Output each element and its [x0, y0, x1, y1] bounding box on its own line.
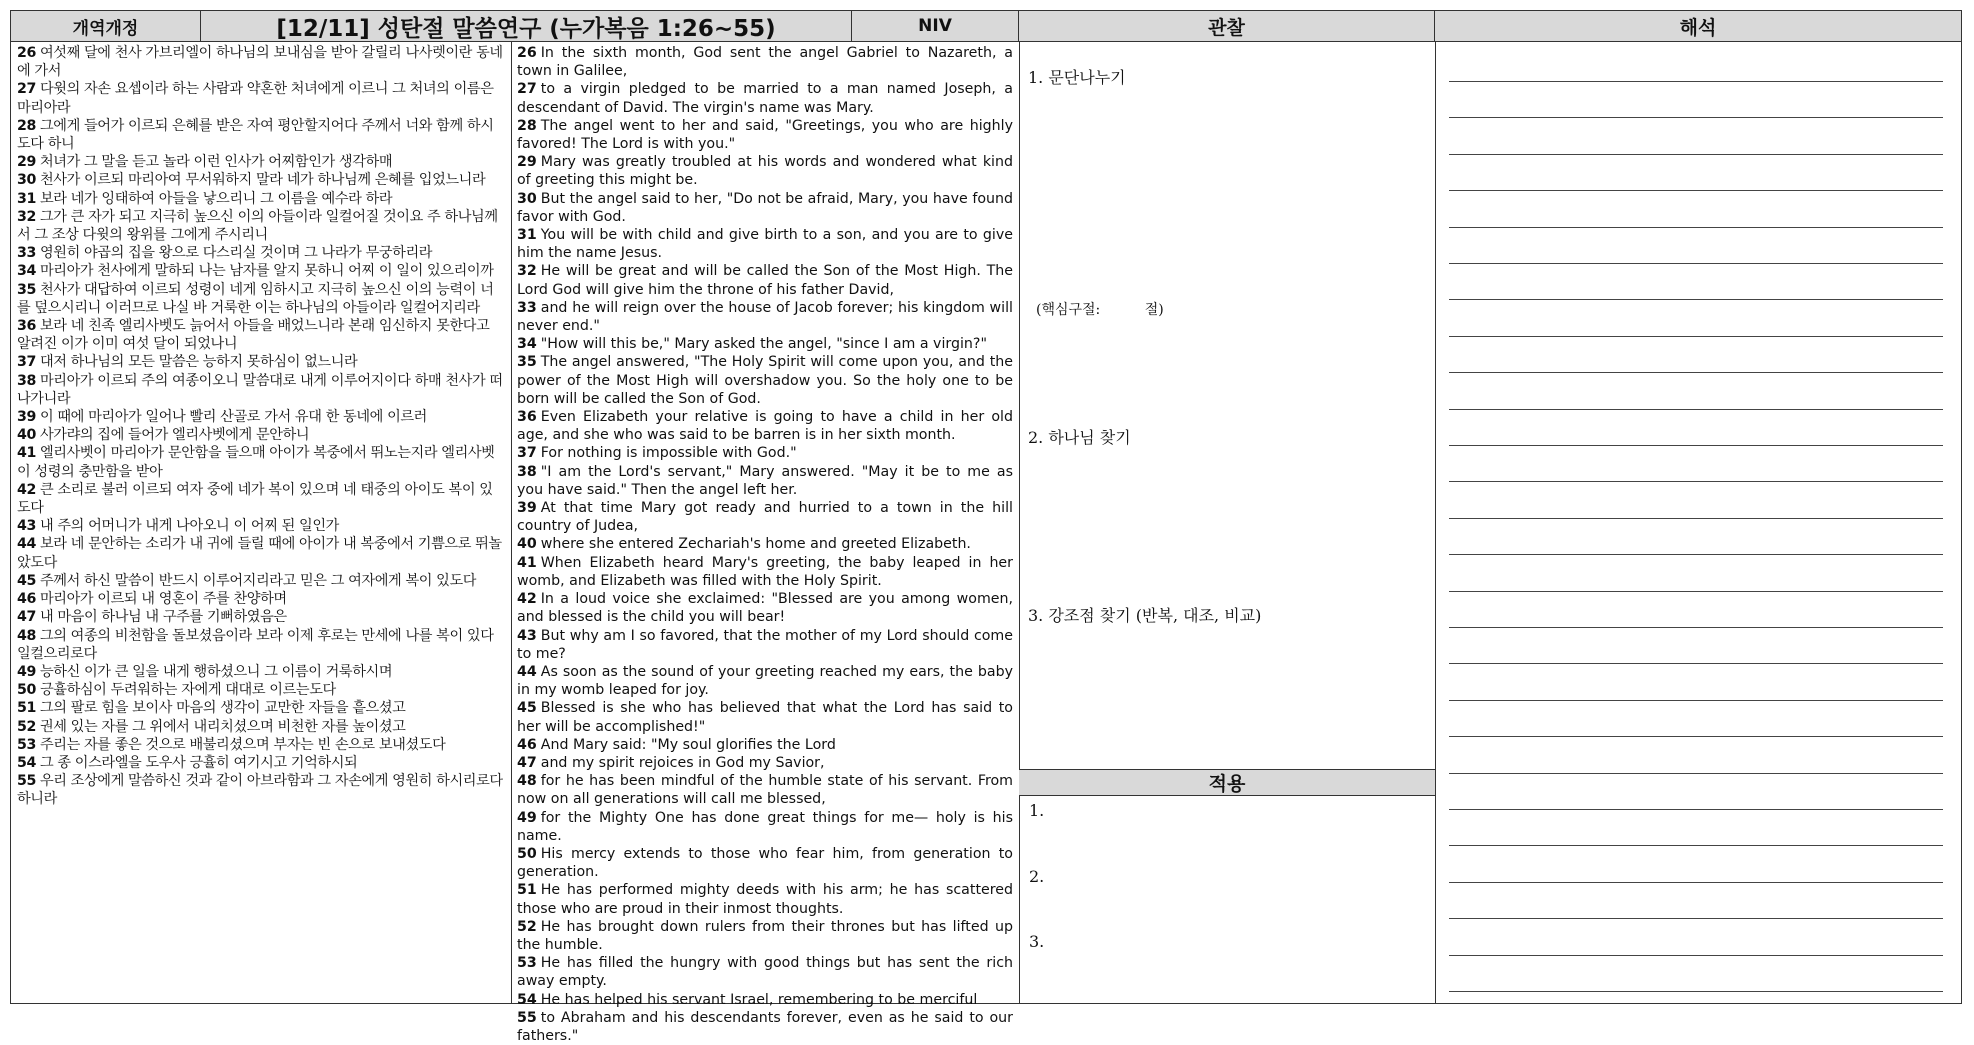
verse-text: But the angel said to her, "Do not be afraid, Mary, you have found favor with God.: [517, 190, 1013, 225]
application-item: 3.: [1029, 932, 1045, 951]
application-item: 1.: [1029, 801, 1045, 820]
verse: [17, 426, 505, 444]
interpretation-label: 해석: [1679, 16, 1717, 39]
writing-line: [1449, 882, 1943, 883]
verse-number: 48: [17, 627, 36, 644]
korean-version-header: [11, 11, 201, 42]
verse-number: 32: [17, 208, 36, 225]
page-title-text: [12/11] 성탄절 말씀연구 (누가복음 1:26~55): [276, 15, 776, 42]
verse-number: 42: [517, 591, 537, 608]
verse: [17, 718, 505, 736]
verse-text: 이 때에 마리아가 일어나 빨리 산골로 가서 유대 한 동네에 이르러: [39, 409, 427, 426]
verse: [517, 190, 1013, 226]
verse-text: He has helped his servant Israel, remembering to be merciful: [540, 991, 978, 1008]
verse-number: 35: [517, 354, 537, 371]
column-divider: [1019, 42, 1020, 1003]
verse: [17, 317, 505, 353]
verse-text: and my spirit rejoices in God my Savior,: [540, 754, 825, 771]
verse-number: 50: [17, 682, 36, 699]
verse-text: 보라 네 친족 엘리사벳도 늙어서 아들을 배었느니라 본래 임신하지 못한다고 알려진 이가 이미 여섯 달이 되었나니: [17, 318, 490, 353]
verse: [517, 590, 1013, 626]
verse-text: You will be with child and give birth to a son, and you are to give him the name Jesus.: [517, 227, 1013, 262]
verse-number: 48: [517, 773, 537, 790]
verse: [517, 991, 1013, 1009]
verse: [17, 244, 505, 262]
verse-text: The angel went to her and said, "Greetings, you who are highly favored! The Lord is with you.": [517, 117, 1013, 153]
verse: [17, 699, 505, 717]
verse: [517, 954, 1013, 990]
verse-number: 38: [17, 372, 36, 389]
verse-number: 44: [17, 536, 36, 553]
writing-line: [1449, 117, 1943, 118]
verse-number: 26: [517, 45, 537, 61]
verse: [517, 699, 1013, 735]
verse-text: "How will this be," Mary asked the angel, "since I am a virgin?": [540, 336, 987, 353]
verse-number: 34: [17, 263, 36, 280]
verse-text: 큰 소리로 불러 이르되 여자 중에 네가 복이 있으며 네 태중의 아이도 복이 있도다: [17, 481, 493, 517]
writing-line: [1449, 154, 1943, 155]
verse-text: 처녀가 그 말을 듣고 놀라 이런 인사가 어찌함인가 생각하매: [39, 154, 393, 171]
verse-text: In the sixth month, God sent the angel Gabriel to Nazareth, a town in Galilee,: [517, 45, 1013, 80]
verse-text: 마리아가 천사에게 말하되 나는 남자를 알지 못하니 어찌 이 일이 있으리이까: [39, 263, 494, 280]
interpretation-header: [1435, 11, 1961, 42]
verse: [17, 372, 505, 408]
verse-number: 37: [17, 354, 36, 371]
verse-number: 28: [517, 117, 537, 134]
verse-number: 41: [17, 445, 36, 462]
niv-label: NIV: [918, 16, 952, 36]
verse-number: 52: [517, 918, 537, 935]
verse-number: 40: [517, 536, 537, 553]
verse: [17, 681, 505, 699]
verse-number: 47: [517, 754, 537, 771]
verse-text: For nothing is impossible with God.": [540, 445, 797, 462]
verse: [517, 736, 1013, 754]
verse: [17, 353, 505, 371]
verse-number: 46: [517, 736, 537, 753]
verse: [517, 353, 1013, 408]
verse-text: 보라 네가 잉태하여 아들을 낳으리니 그 이름을 예수라 하라: [39, 190, 393, 207]
verse: [517, 262, 1013, 298]
verse-text: 그 종 이스라엘을 도우사 긍휼히 여기시고 기억하시되: [39, 754, 358, 771]
verse-text: "I am the Lord's servant," Mary answered. "May it be to me as you have said." Then the angel left her.: [517, 463, 1013, 498]
verse: [17, 408, 505, 426]
verse-text: He has performed mighty deeds with his arm; he has scattered those who are proud in their inmost thoughts.: [517, 882, 1013, 917]
verse-number: 53: [17, 736, 36, 753]
verse-number: 40: [17, 427, 36, 444]
verse-text: 권세 있는 자를 그 위에서 내리치셨으며 비천한 자를 높이셨고: [39, 718, 406, 735]
obs-key-verse: (핵심구절: 절): [1036, 302, 1164, 318]
writing-line: [1449, 518, 1943, 519]
verse-text: At that time Mary got ready and hurried to a town in the hill country of Judea,: [517, 500, 1013, 535]
verse-number: 39: [517, 500, 537, 517]
korean-version-label: 개역개정: [72, 18, 139, 39]
verse: [517, 226, 1013, 262]
verse-text: and he will reign over the house of Jacob forever; his kingdom will never end.": [517, 299, 1013, 335]
verse-text: The angel answered, "The Holy Spirit will come upon you, and the power of the Most High will overshadow you. So the holy one to be born will be called the Son of God.: [517, 354, 1013, 407]
verse-text: Blessed is she who has believed that what the Lord has said to her will be accomplished!": [517, 700, 1013, 735]
verse: [517, 463, 1013, 499]
writing-line: [1449, 773, 1943, 774]
verse-number: 33: [517, 299, 537, 316]
verse-text: where she entered Zechariah's home and greeted Elizabeth.: [540, 536, 971, 553]
verse-number: 31: [517, 227, 537, 244]
writing-line: [1449, 663, 1943, 664]
application-item: 2.: [1029, 867, 1045, 886]
verse: [17, 444, 505, 480]
verse-text: 내 주의 어머니가 내게 나아오니 이 어찌 된 일인가: [39, 518, 339, 535]
writing-line: [1449, 591, 1943, 592]
verse-number: 36: [517, 409, 537, 426]
verse-text: for he has been mindful of the humble state of his servant. From now on all generations will call me blessed,: [517, 773, 1013, 808]
verse: [517, 663, 1013, 699]
verse-text: 주께서 하신 말씀이 반드시 이루어지리라고 믿은 그 여자에게 복이 있도다: [39, 572, 477, 589]
verse: [17, 44, 505, 80]
column-divider: [511, 42, 512, 1003]
korean-verses: [17, 44, 505, 809]
verse-number: 38: [517, 463, 537, 480]
verse-text: 대저 하나님의 모든 말씀은 능하지 못하심이 없느니라: [39, 354, 358, 371]
verse: [17, 663, 505, 681]
verse: [517, 881, 1013, 917]
verse: [517, 845, 1013, 881]
verse: [517, 299, 1013, 335]
obs-find-god: 2. 하나님 찾기: [1028, 428, 1131, 447]
verse: [17, 171, 505, 189]
verse: [517, 772, 1013, 808]
obs-paragraph-division: 1. 문단나누기: [1028, 68, 1126, 87]
verse-number: 32: [517, 263, 537, 280]
application-header: [1019, 769, 1435, 796]
verse: [517, 499, 1013, 535]
verse-text: He has filled the hungry with good things but has sent the rich away empty.: [517, 955, 1013, 990]
verse-text: As soon as the sound of your greeting reached my ears, the baby in my womb leaped for joy.: [517, 663, 1013, 699]
writing-line: [1449, 845, 1943, 846]
verse-number: 44: [517, 663, 537, 680]
verse-text: 내 마음이 하나님 내 구주를 기뻐하였음은: [39, 609, 287, 626]
verse-text: He will be great and will be called the Son of the Most High. The Lord God will give him the throne of his father David,: [517, 263, 1013, 298]
verse: [517, 554, 1013, 590]
verse: [17, 190, 505, 208]
verse-number: 50: [517, 845, 537, 862]
verse-text: 다윗의 자손 요셉이라 하는 사람과 약혼한 처녀에게 이르니 그 처녀의 이름은 마리아라: [17, 81, 494, 116]
verse-text: Even Elizabeth your relative is going to have a child in her old age, and she who was said to be barren is in her sixth month.: [517, 409, 1013, 444]
writing-line: [1449, 700, 1943, 701]
verse: [17, 517, 505, 535]
verse-text: He has brought down rulers from their thrones but has lifted up the humble.: [517, 918, 1013, 953]
writing-line: [1449, 81, 1943, 82]
verse-text: 그의 여종의 비천함을 돌보셨음이라 보라 이제 후로는 만세에 나를 복이 있다 일컬으리로다: [17, 627, 494, 662]
observation-header: [1019, 11, 1435, 42]
verse-number: 49: [17, 663, 36, 680]
verse-number: 53: [517, 955, 537, 972]
writing-line: [1449, 481, 1943, 482]
obs-find-emphasis: 3. 강조점 찾기 (반복, 대조, 비교): [1028, 606, 1262, 625]
verse-number: 51: [17, 700, 36, 717]
verse: [17, 608, 505, 626]
writing-line: [1449, 263, 1943, 264]
page-title: [201, 11, 852, 42]
verse-text: 천사가 이르되 마리아여 무서워하지 말라 네가 하나님께 은혜를 입었느니라: [39, 172, 486, 189]
writing-line: [1449, 190, 1943, 191]
verse: [517, 408, 1013, 444]
verse-number: 27: [17, 81, 36, 98]
verse-text: to Abraham and his descendants forever, even as he said to our fathers.": [517, 1009, 1013, 1044]
verse: [517, 153, 1013, 189]
writing-line: [1449, 627, 1943, 628]
verse: [17, 627, 505, 663]
writing-line: [1449, 809, 1943, 810]
niv-verses: [517, 44, 1013, 1045]
verse: [17, 80, 505, 116]
writing-line: [1449, 991, 1943, 992]
verse-text: 사가랴의 집에 들어가 엘리사벳에게 문안하니: [39, 427, 310, 444]
verse-text: 여섯째 달에 천사 가브리엘이 하나님의 보내심을 받아 갈릴리 나사렛이란 동네에 가서: [17, 45, 503, 80]
verse: [517, 754, 1013, 772]
verse-number: 47: [17, 609, 36, 626]
verse: [17, 481, 505, 517]
verse-number: 26: [17, 45, 36, 61]
verse-text: 그에게 들어가 이르되 은혜를 받은 자여 평안할지어다 주께서 너와 함께 하시도다 하니: [17, 117, 494, 153]
verse-text: 주리는 자를 좋은 것으로 배불리셨으며 부자는 빈 손으로 보내셨도다: [39, 736, 446, 753]
verse-number: 51: [517, 882, 537, 899]
verse-text: 마리아가 이르되 내 영혼이 주를 찬양하며: [39, 591, 287, 608]
writing-line: [1449, 372, 1943, 373]
verse: [517, 809, 1013, 845]
writing-line: [1449, 736, 1943, 737]
verse-number: 39: [17, 409, 36, 426]
verse: [17, 281, 505, 317]
verse-number: 34: [517, 336, 537, 353]
verse-number: 43: [517, 627, 537, 644]
verse-text: 긍휼하심이 두려워하는 자에게 대대로 이르는도다: [39, 682, 336, 699]
verse-text: 천사가 대답하여 이르되 성령이 네게 임하시고 지극히 높으신 이의 능력이 너를 덮으시리니 이러므로 나실 바 거룩한 이는 하나님의 아들이라 일컬어지리라: [17, 281, 494, 316]
verse-text: 엘리사벳이 마리아가 문안함을 들으매 아이가 복중에서 뛰노는지라 엘리사벳이 성령의 충만함을 받아: [17, 445, 495, 480]
verse-text: 우리 조상에게 말씀하신 것과 같이 아브라함과 그 자손에게 영원히 하시리로다 하니라: [17, 773, 503, 808]
verse-number: 37: [517, 445, 537, 462]
verse: [17, 572, 505, 590]
observation-label: 관찰: [1208, 16, 1245, 39]
verse: [17, 736, 505, 754]
verse: [517, 117, 1013, 153]
verse-text: for the Mighty One has done great things for me— holy is his name.: [517, 809, 1013, 844]
verse-text: In a loud voice she exclaimed: "Blessed are you among women, and blessed is the child you will bear!: [517, 591, 1013, 626]
verse-number: 30: [17, 172, 36, 189]
verse: [517, 335, 1013, 353]
verse-number: 28: [17, 117, 36, 134]
verse: [517, 627, 1013, 663]
application-label: 적용: [1208, 773, 1246, 795]
verse-number: 54: [17, 754, 36, 771]
verse: [517, 44, 1013, 80]
verse-text: When Elizabeth heard Mary's greeting, the baby leaped in her womb, and Elizabeth was filled with the Holy Spirit.: [517, 554, 1013, 589]
verse-text: 그의 팔로 힘을 보이사 마음의 생각이 교만한 자들을 흩으셨고: [39, 700, 406, 717]
verse-number: 31: [17, 190, 36, 207]
verse: [17, 772, 505, 808]
verse-number: 30: [517, 190, 537, 207]
verse-number: 42: [17, 481, 36, 498]
verse-number: 36: [17, 318, 36, 335]
verse: [517, 80, 1013, 116]
verse-number: 55: [517, 1009, 537, 1026]
verse-text: to a virgin pledged to be married to a man named Joseph, a descendant of David. The virgin's name was Mary.: [517, 81, 1013, 116]
verse-text: 보라 네 문안하는 소리가 내 귀에 들릴 때에 아이가 내 복중에서 기쁨으로 뛰놀았도다: [17, 536, 502, 571]
verse-number: 29: [517, 154, 537, 171]
verse-number: 46: [17, 591, 36, 608]
verse: [17, 208, 505, 244]
writing-line: [1449, 409, 1943, 410]
verse-text: 영원히 야곱의 집을 왕으로 다스리실 것이며 그 나라가 무궁하리라: [39, 245, 433, 262]
verse-number: 54: [517, 991, 537, 1008]
verse-text: 그가 큰 자가 되고 지극히 높으신 이의 아들이라 일컬어질 것이요 주 하나님께서 그 조상 다윗의 왕위를 그에게 주시리니: [17, 208, 498, 244]
writing-line: [1449, 299, 1943, 300]
verse-text: But why am I so favored, that the mother of my Lord should come to me?: [517, 627, 1013, 662]
verse-text: His mercy extends to those who fear him, from generation to generation.: [517, 845, 1013, 881]
verse-number: 27: [517, 81, 537, 98]
verse: [517, 1009, 1013, 1045]
verse: [17, 262, 505, 280]
verse-number: 29: [17, 154, 36, 171]
verse-text: Mary was greatly troubled at his words and wondered what kind of greeting this might be.: [517, 154, 1013, 189]
verse-number: 55: [17, 773, 36, 790]
writing-line: [1449, 336, 1943, 337]
verse-number: 35: [17, 281, 36, 298]
verse-number: 45: [517, 700, 537, 717]
verse-number: 33: [17, 245, 36, 262]
verse: [17, 117, 505, 153]
writing-line: [1449, 445, 1943, 446]
verse: [517, 918, 1013, 954]
verse: [17, 590, 505, 608]
verse: [17, 153, 505, 171]
writing-line: [1449, 955, 1943, 956]
verse-number: 43: [17, 518, 36, 535]
column-divider: [1435, 42, 1436, 1003]
verse: [517, 535, 1013, 553]
verse: [17, 535, 505, 571]
verse: [517, 444, 1013, 462]
verse-number: 49: [517, 809, 537, 826]
writing-line: [1449, 918, 1943, 919]
writing-line: [1449, 227, 1943, 228]
verse-number: 52: [17, 718, 36, 735]
verse-text: And Mary said: "My soul glorifies the Lord: [540, 736, 836, 753]
verse: [17, 754, 505, 772]
study-sheet: [10, 10, 1962, 1044]
verse-number: 45: [17, 572, 36, 589]
verse-number: 41: [517, 554, 537, 571]
verse-text: 능하신 이가 큰 일을 내게 행하셨으니 그 이름이 거룩하시며: [39, 663, 393, 680]
niv-header: [852, 11, 1019, 42]
verse-text: 마리아가 이르되 주의 여종이오니 말씀대로 내게 이루어지이다 하매 천사가 떠나가니라: [17, 372, 503, 407]
writing-line: [1449, 554, 1943, 555]
